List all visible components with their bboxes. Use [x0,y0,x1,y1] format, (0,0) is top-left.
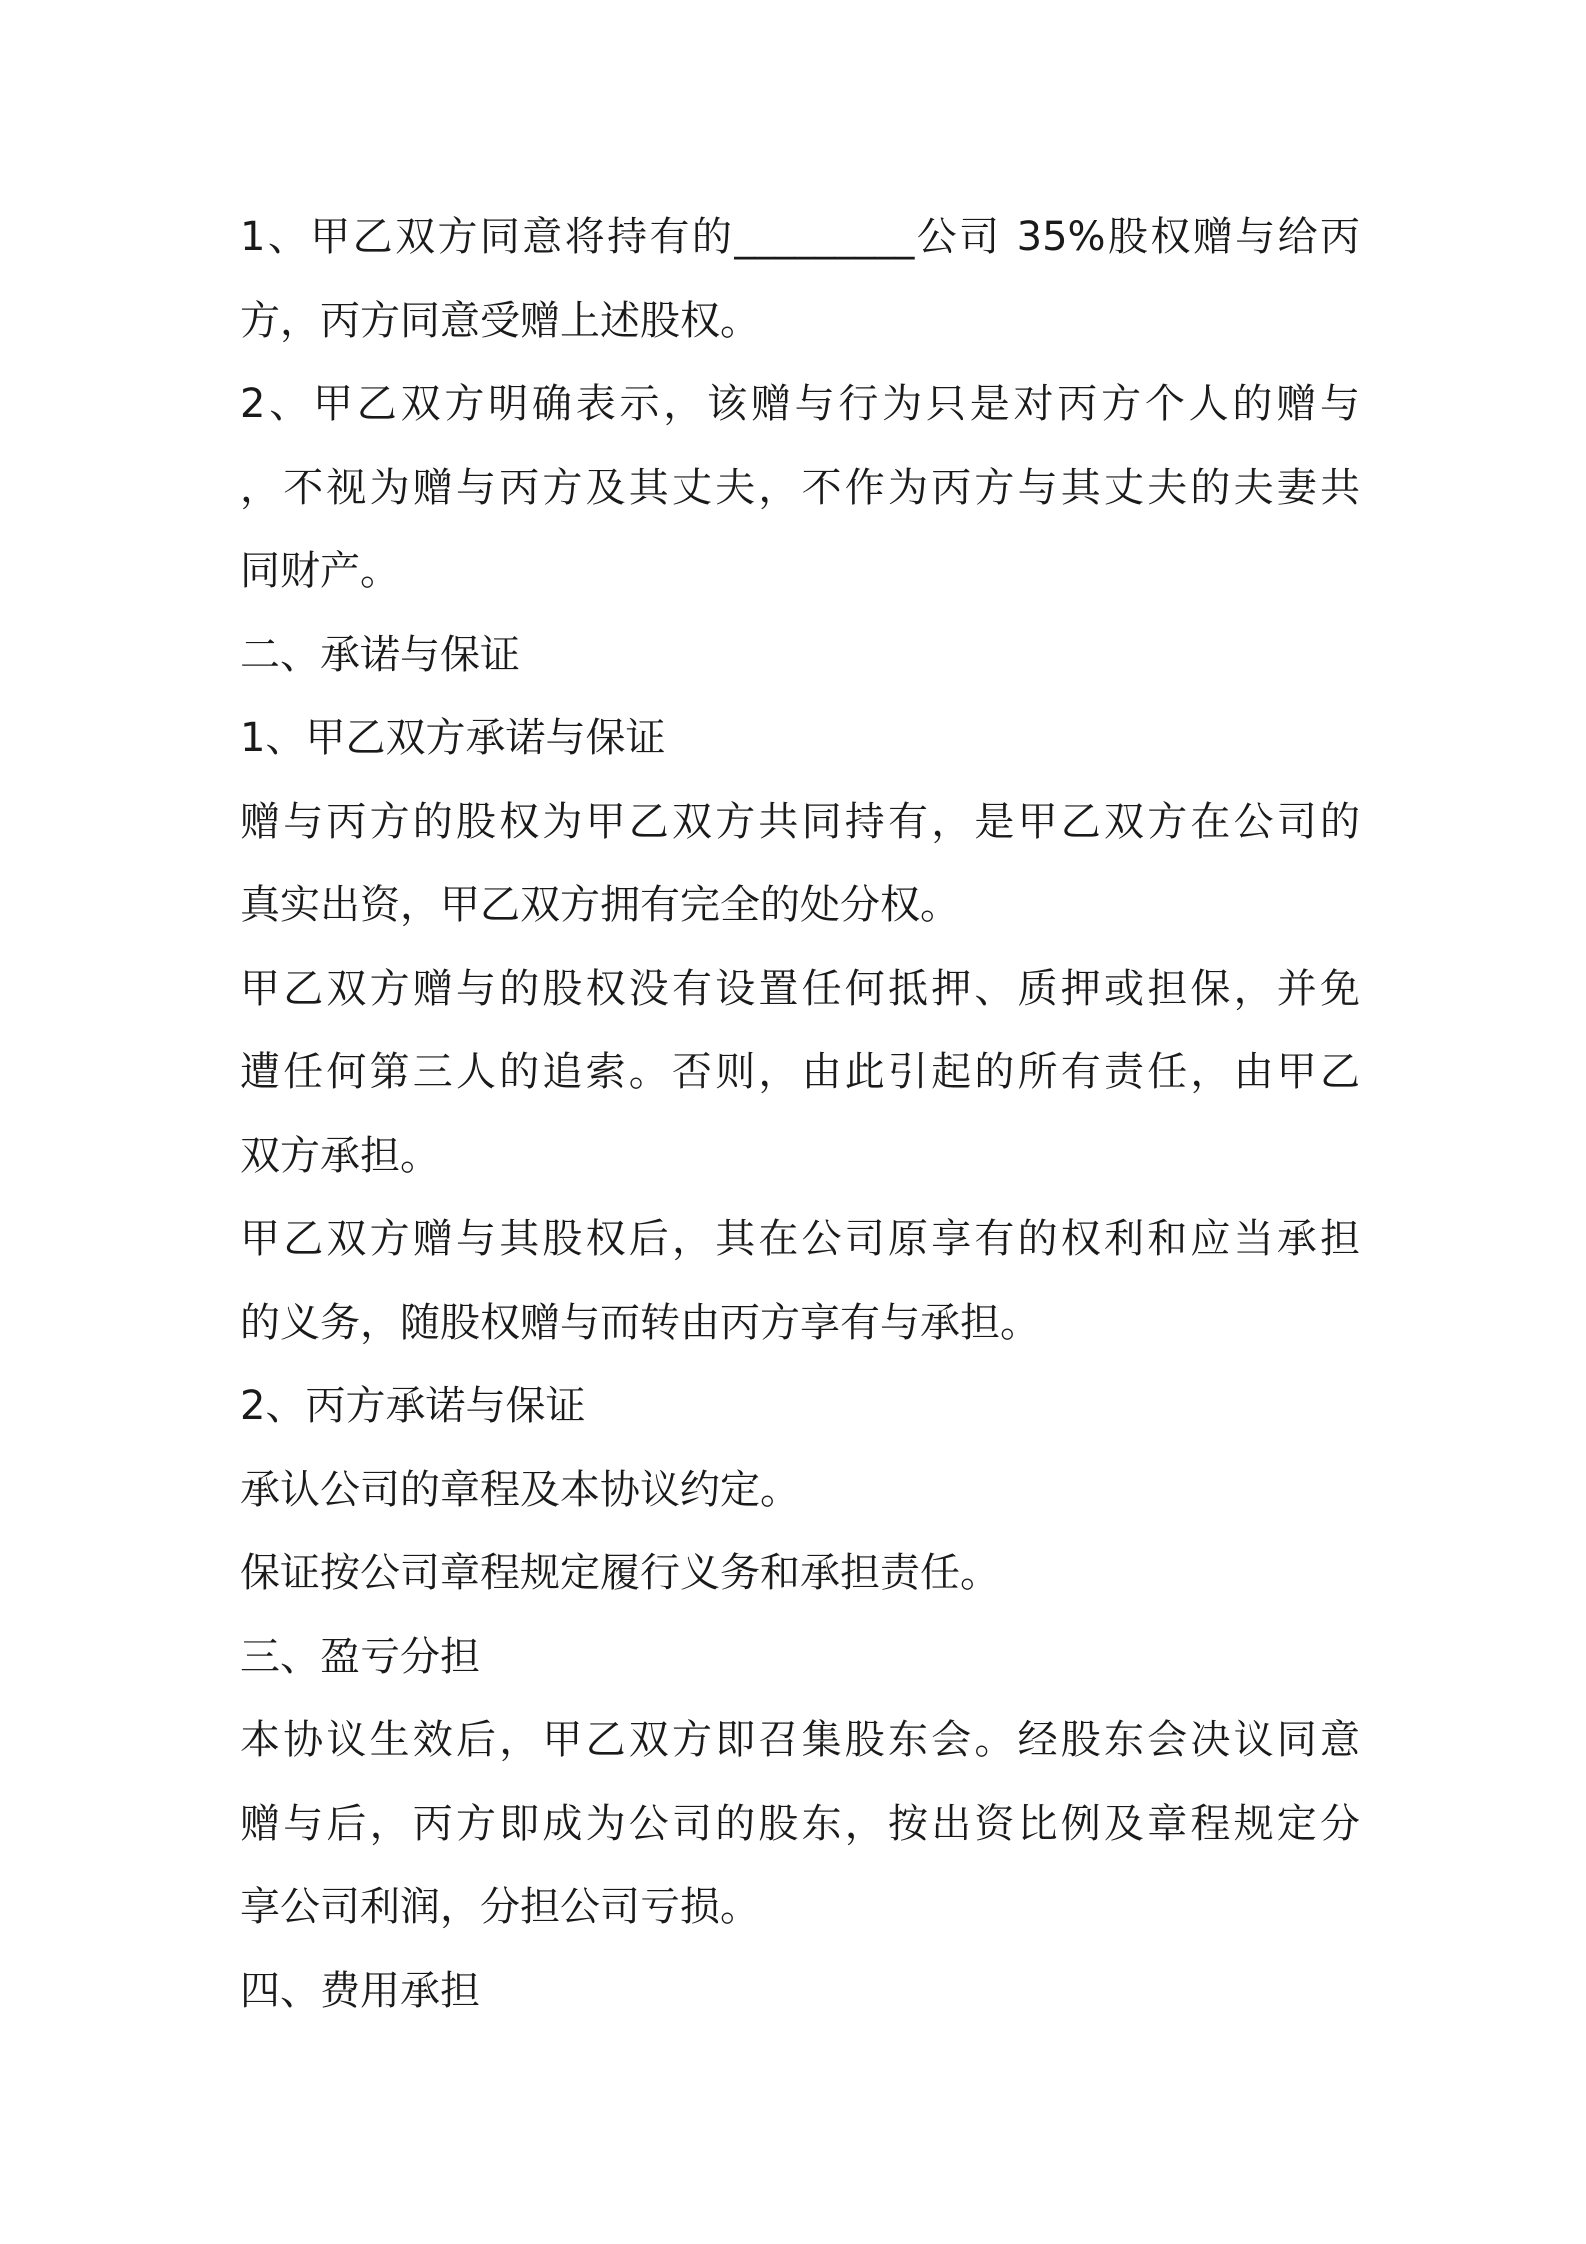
clause-text-line: 1、甲乙双方同意将持有的_________公司 35%股权赠与给丙 [240,214,1360,260]
clause-text-line: 本协议生效后，甲乙双方即召集股东会。经股东会决议同意 [240,1717,1360,1763]
clause-text-line: ，不视为赠与丙方及其丈夫，不作为丙方与其丈夫的夫妻共 [240,464,1360,511]
section-heading: 三、盈亏分担 [240,1633,480,1680]
subsection-heading: 1、甲乙双方承诺与保证 [240,715,666,761]
clause-text-line: 保证按公司章程规定履行义务和承担责任。 [240,1550,1000,1596]
section-heading: 四、费用承担 [240,1967,480,2014]
clause-text-line: 双方承担。 [240,1132,440,1179]
clause-text-line: 真实出资，甲乙双方拥有完全的处分权。 [240,882,960,928]
clause-text-line: 承认公司的章程及本协议约定。 [240,1466,800,1513]
clause-text-line: 遭任何第三人的追索。否则，由此引起的所有责任，由甲乙 [240,1049,1360,1095]
clause-text-line: 方，丙方同意受赠上述股权。 [240,297,760,344]
subsection-heading: 2、丙方承诺与保证 [240,1383,586,1429]
clause-text-line: 赠与丙方的股权为甲乙双方共同持有，是甲乙双方在公司的 [240,798,1360,845]
clause-text-line: 赠与后，丙方即成为公司的股东，按出资比例及章程规定分 [240,1800,1360,1847]
clause-text-line: 甲乙双方赠与其股权后，其在公司原享有的权利和应当承担 [240,1216,1360,1262]
clause-text-line: 同财产。 [240,548,400,594]
clause-text-line: 2、甲乙双方明确表示，该赠与行为只是对丙方个人的赠与 [240,381,1360,427]
clause-text-line: 甲乙双方赠与的股权没有设置任何抵押、质押或担保，并免 [240,965,1360,1012]
document-body [240,196,1360,2033]
section-heading: 二、承诺与保证 [240,631,520,678]
clause-text-line: 的义务，随股权赠与而转由丙方享有与承担。 [240,1299,1040,1346]
clause-text-line: 享公司利润，分担公司亏损。 [240,1884,760,1930]
